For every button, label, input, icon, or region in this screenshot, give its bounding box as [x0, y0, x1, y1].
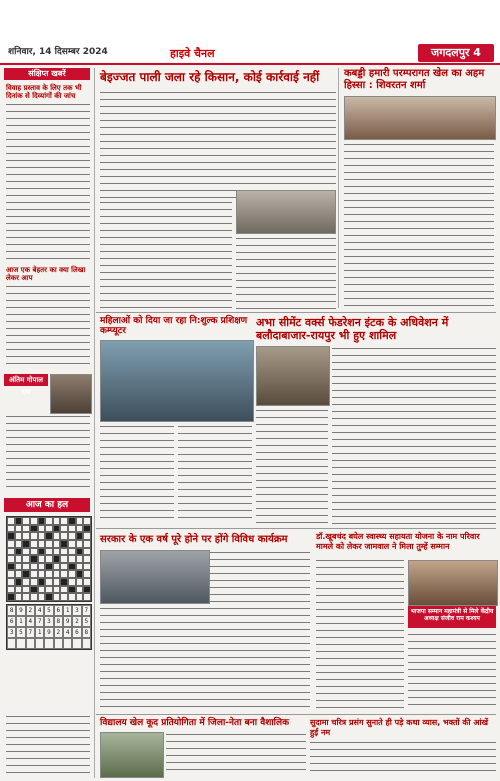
sudoku-cell [26, 638, 35, 649]
sudoku-cell [72, 638, 81, 649]
news-brief-header: संक्षिप्त खबरें [4, 68, 90, 80]
top-main-headline: बेइज्जत पाली जला रहे किसान, कोई कार्रवाई नहीं [100, 70, 320, 84]
sudoku-cell: 9 [63, 616, 72, 627]
bjp-text [408, 632, 496, 710]
section-rule [96, 714, 496, 715]
sudoku-cell: 9 [44, 627, 53, 638]
cement-headline: अभा सीमेंट वर्क्स फेडरेशन इंटक के अधिवेशन में बलौदाबाजार-रायपुर भी हुए शामिल [256, 316, 449, 342]
sudoku-cell: 1 [35, 627, 44, 638]
kabaddi-photo [344, 96, 496, 140]
top-right-text [344, 142, 494, 308]
sudoku-cell: 9 [16, 605, 25, 616]
sudoku-cell [16, 638, 25, 649]
sudoku-cell: 4 [63, 627, 72, 638]
column-divider [94, 68, 95, 778]
women-text-2 [178, 424, 252, 524]
side-brief-headline: विवाह प्रस्ताव के लिए तक भी दिनांक से दिव्यांगों की जांच [6, 84, 82, 100]
women-text [100, 424, 174, 524]
sports-photo [100, 732, 164, 778]
sudoku-cell: 3 [72, 605, 81, 616]
sudoku-cell [7, 638, 16, 649]
women-headline: महिलाओं को दिया जा रहा नि:शुल्क प्रशिक्षण कम्प्यूटर [100, 316, 248, 336]
sudoku-cell: 7 [35, 616, 44, 627]
cement-text [256, 408, 328, 524]
meeting-photo [100, 550, 210, 604]
sudoku-cell: 7 [26, 627, 35, 638]
bhagwat-text [310, 740, 496, 776]
sudoku-cell: 8 [54, 616, 63, 627]
sudoku-cell: 1 [63, 605, 72, 616]
sudoku-cell: 4 [35, 605, 44, 616]
crossword-header: आज का हल [4, 498, 90, 512]
health-headline: डॉ.खूबचंद बघेल स्वास्थ्य सहायता योजना के नाम परिवार मामले को लेकर जामवाल ने मिला तुम्हें सम्मान [316, 532, 480, 551]
sudoku-cell [44, 638, 53, 649]
sudoku-cell: 2 [72, 616, 81, 627]
top-main-continuation [100, 200, 232, 310]
top-main-continuation-2 [236, 236, 336, 310]
sudoku-cell: 8 [7, 605, 16, 616]
sudoku-cell: 3 [7, 627, 16, 638]
obituary-text [6, 414, 90, 492]
convention-photo [256, 346, 330, 406]
sudoku-cell: 6 [72, 627, 81, 638]
training-photo [100, 340, 254, 422]
sudoku-cell: 4 [26, 616, 35, 627]
sudoku-cell: 5 [82, 616, 91, 627]
top-main-text [100, 90, 336, 198]
stubble-burning-photo [236, 190, 336, 234]
promo-text [6, 284, 90, 370]
sudoku-cell: 6 [54, 605, 63, 616]
obituary-photo [50, 374, 92, 414]
obituary-header: अंतिम गोपाल राय [4, 374, 48, 386]
government-headline: सरकार के एक वर्ष पूरे होने पर होंगे विविध कार्यक्रम [100, 534, 288, 545]
government-text-2 [100, 606, 310, 710]
sudoku-cell: 1 [16, 616, 25, 627]
bjp-banner: भाजपा सम्मान महामंत्री से मिले केंद्रीय अध्यक्ष संजीव राम कश्यप [408, 606, 496, 628]
sudoku-cell: 5 [44, 605, 53, 616]
puzzle-notes [6, 714, 90, 776]
cement-text-2 [332, 346, 496, 524]
sudoku-cell [63, 638, 72, 649]
column-divider [338, 68, 339, 308]
section-rule [96, 528, 496, 529]
sudoku-cell [35, 638, 44, 649]
promo-headline: आज एक बेहतर का क्या लिखा लेकर आप [6, 266, 86, 282]
sudoku-cell: 8 [82, 627, 91, 638]
crossword-grid [6, 516, 92, 602]
brand-title: हाइवे चैनल [170, 47, 215, 60]
government-text [210, 550, 310, 602]
health-text [316, 558, 404, 710]
sudoku-cell [82, 638, 91, 649]
sudoku-cell: 6 [7, 616, 16, 627]
city-tag: जगदलपुर 4 [418, 44, 494, 62]
sudoku-cell: 3 [44, 616, 53, 627]
sudoku-grid [6, 604, 92, 650]
bhagwat-headline: सुदामा चरित्र प्रसंग सुनाते ही पड़े कथा व्यास, भक्तों की आंखें हुईं नम [310, 718, 489, 737]
sports-text [166, 732, 306, 776]
sudoku-cell: 2 [54, 627, 63, 638]
top-right-headline: कबड्डी हमारी परम्परागत खेल का अहम हिस्सा : शिवरतन शर्मा [344, 68, 485, 91]
sudoku-cell: 7 [82, 605, 91, 616]
sudoku-cell [54, 638, 63, 649]
sudoku-cell: 2 [26, 605, 35, 616]
side-brief-text [6, 102, 90, 262]
masthead-rule [0, 63, 500, 65]
sudoku-cell: 5 [16, 627, 25, 638]
sports-headline: विद्यालय खेल कूद प्रतियोगिता में जिला-नेता बना वैशालिक [100, 718, 290, 728]
bjp-photo [408, 560, 498, 606]
issue-date: शनिवार, 14 दिसम्बर 2024 [8, 47, 108, 57]
section-rule [96, 312, 496, 313]
